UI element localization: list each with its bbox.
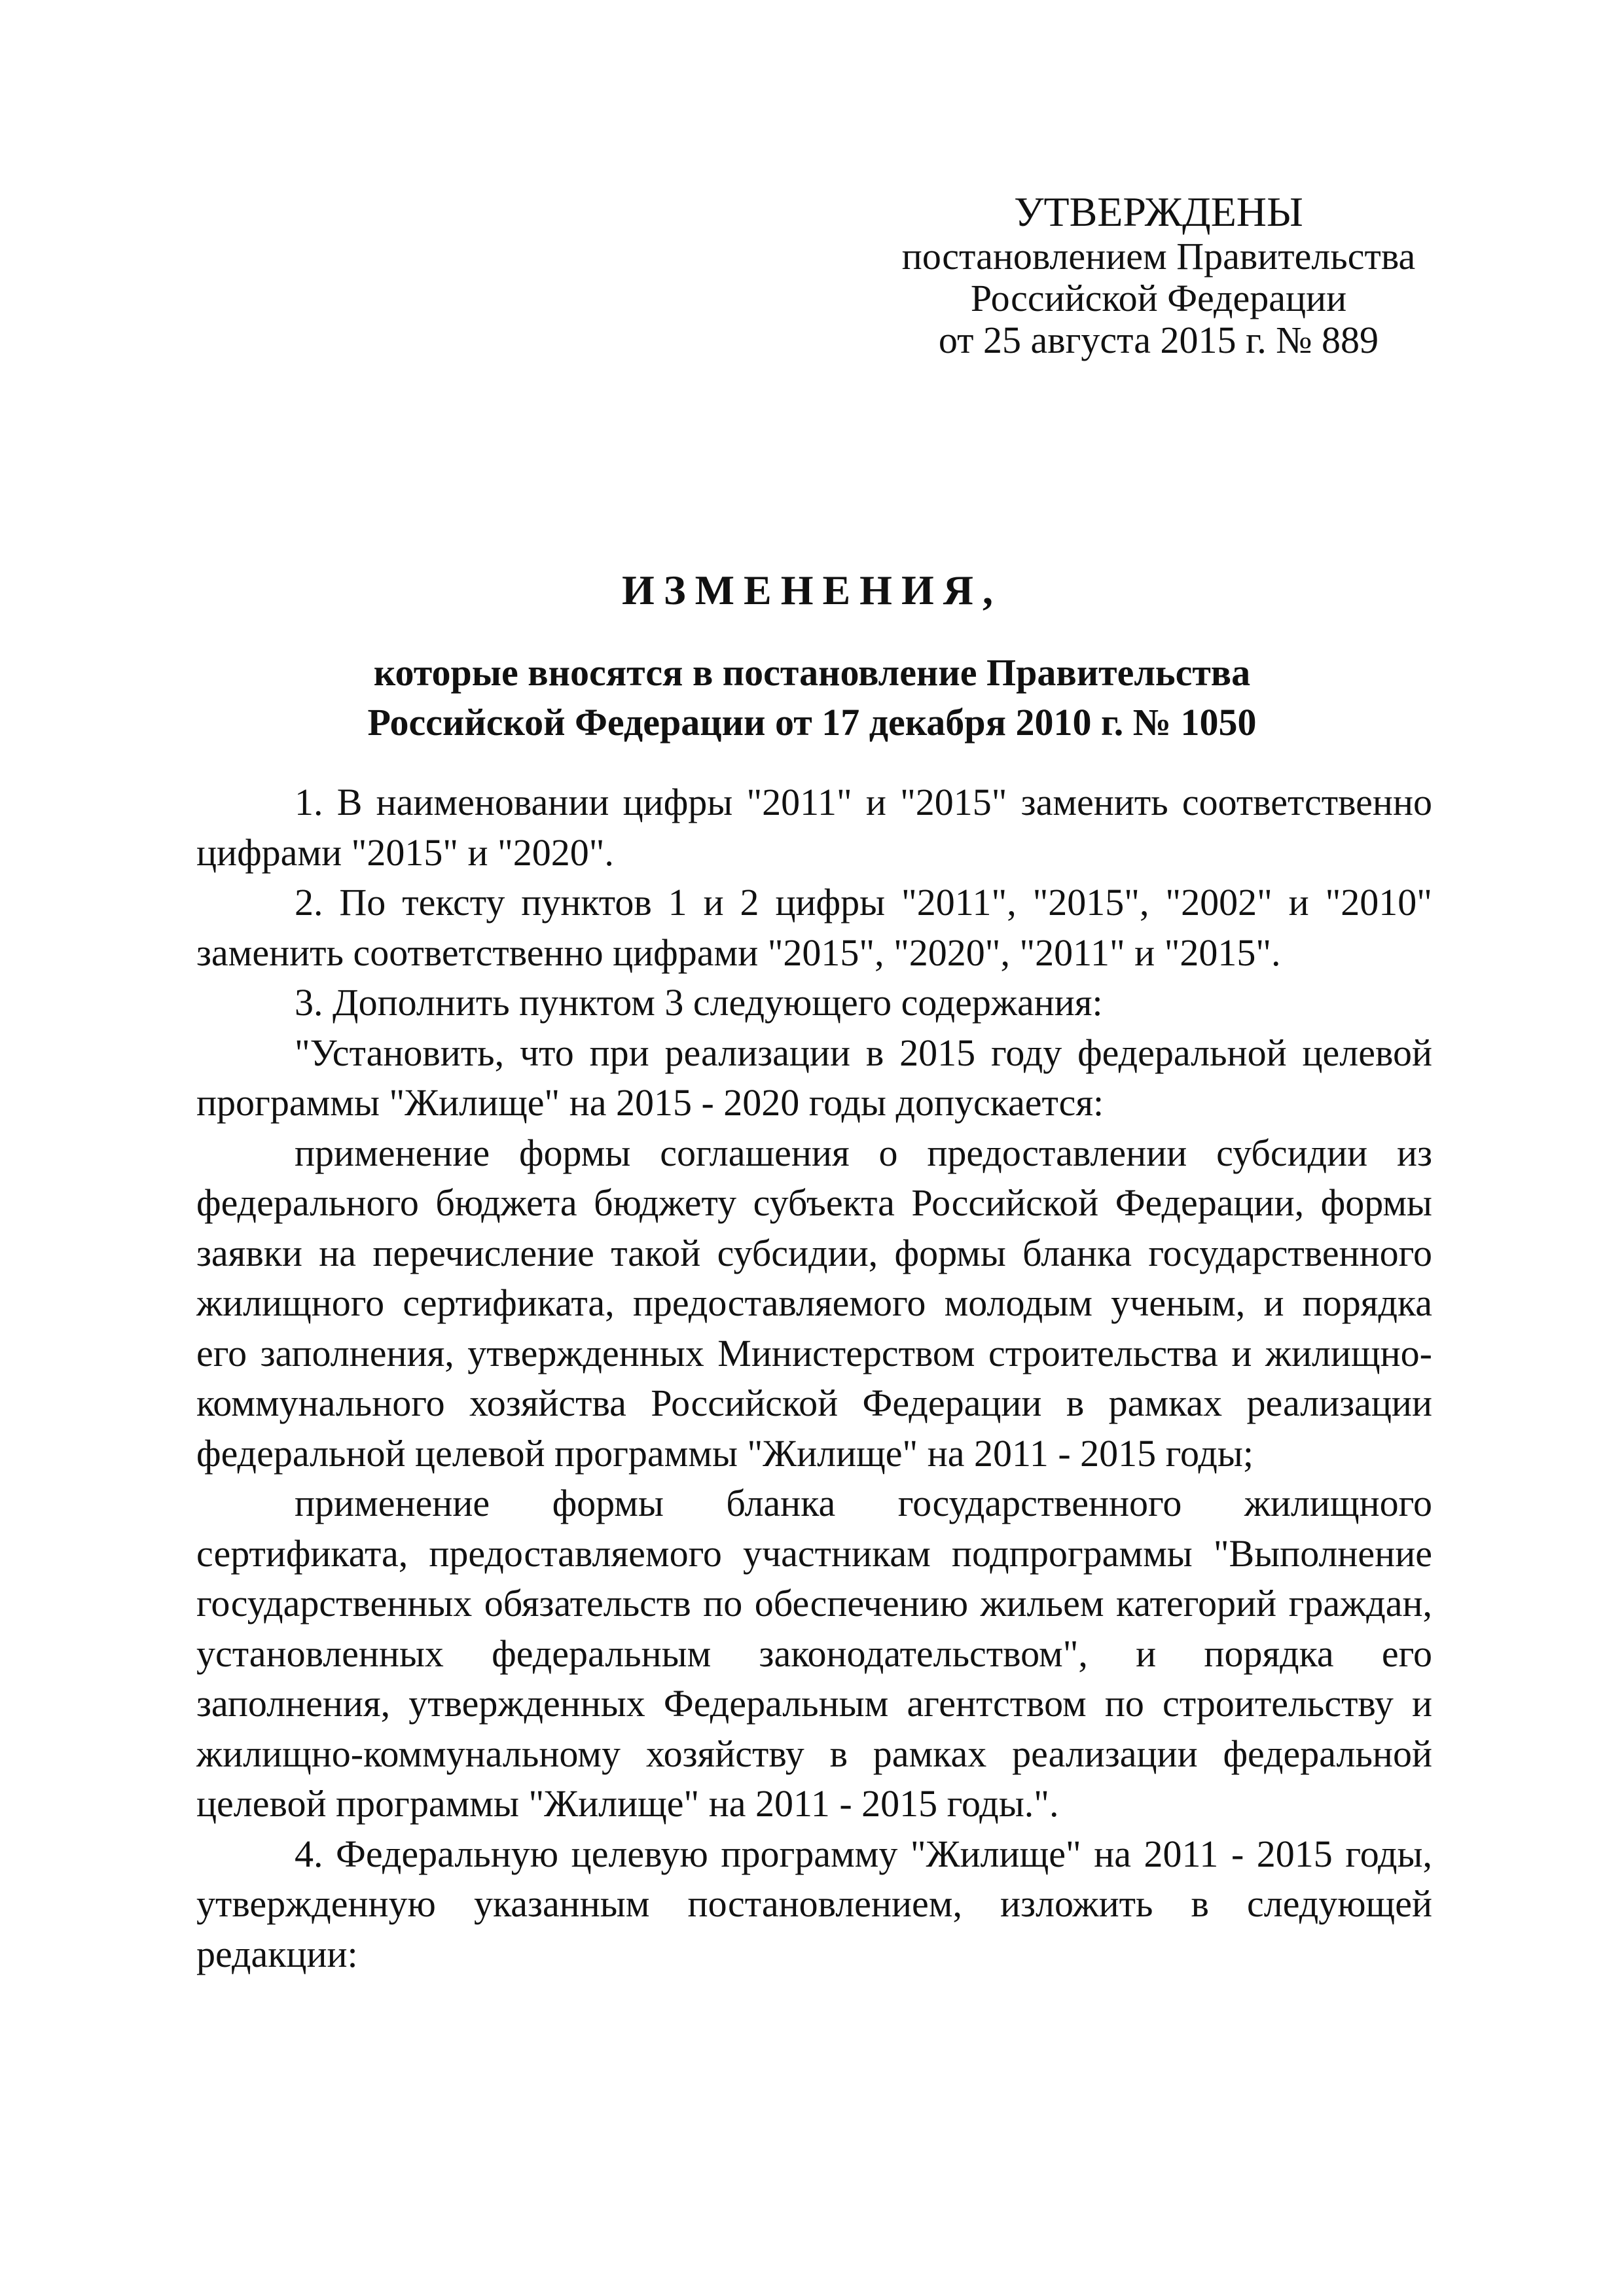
paragraph-5: применение формы соглашения о предоставлении субсидии из федерального бюджета бюджету субъекта Российской Федерации, формы заявки на перечисление такой субсидии, формы бланка государственного жилищного сертификата, предоставляемого молодым ученым, и порядка его заполнения, утвержденных Министерством строительства и жилищно-коммунального хозяйства Российской Федерации в рамках реализации федеральной целевой программы "Жилище" на 2011 - 2015 годы; (196, 1131, 1432, 1475)
approved-stamp-word: УТВЕРЖДЕНЫ (1014, 188, 1303, 235)
paragraph-1: 1. В наименовании цифры "2011" и "2015" заменить соответственно цифрами "2015" и "2020". (196, 781, 1432, 874)
document-body (196, 778, 1432, 1979)
approval-line-2: Российской Федерации (970, 277, 1347, 319)
approval-line-1: постановлением Правительства (901, 235, 1416, 278)
paragraph-7: 4. Федеральную целевую программу "Жилище" на 2011 - 2015 годы, утвержденную указанным постановлением, изложить в следующей редакции: (196, 1832, 1432, 1975)
paragraph-2: 2. По тексту пунктов 1 и 2 цифры "2011", "2015", "2002" и "2010" заменить соответственно цифрами "2015", "2020", "2011" и "2015". (196, 881, 1432, 974)
document-title: ИЗМЕНЕНИЯ, (622, 567, 1002, 613)
document-heading (196, 564, 1428, 747)
approval-block (864, 190, 1453, 361)
document-subtitle (196, 648, 1428, 747)
subtitle-line-1: которые вносятся в постановление Правительства (373, 651, 1251, 694)
paragraph-3: 3. Дополнить пунктом 3 следующего содержания: (295, 981, 1103, 1024)
paragraph-6: применение формы бланка государственного жилищного сертификата, предоставляемого участникам подпрограммы "Выполнение государственных обязательств по обеспечению жильем категорий граждан, установленных федеральным законодательством", и порядка его заполнения, утвержденных Федеральным агентством по строительству и жилищно-коммунальному хозяйству в рамках реализации федеральной целевой программы "Жилище" на 2011 - 2015 годы.". (196, 1482, 1432, 1825)
subtitle-line-2: Российской Федерации от 17 декабря 2010 г. № 1050 (367, 701, 1257, 744)
approval-line-3: от 25 августа 2015 г. № 889 (938, 319, 1379, 361)
paragraph-4: "Установить, что при реализации в 2015 году федеральной целевой программы "Жилище" на 2015 - 2020 годы допускается: (196, 1031, 1432, 1124)
